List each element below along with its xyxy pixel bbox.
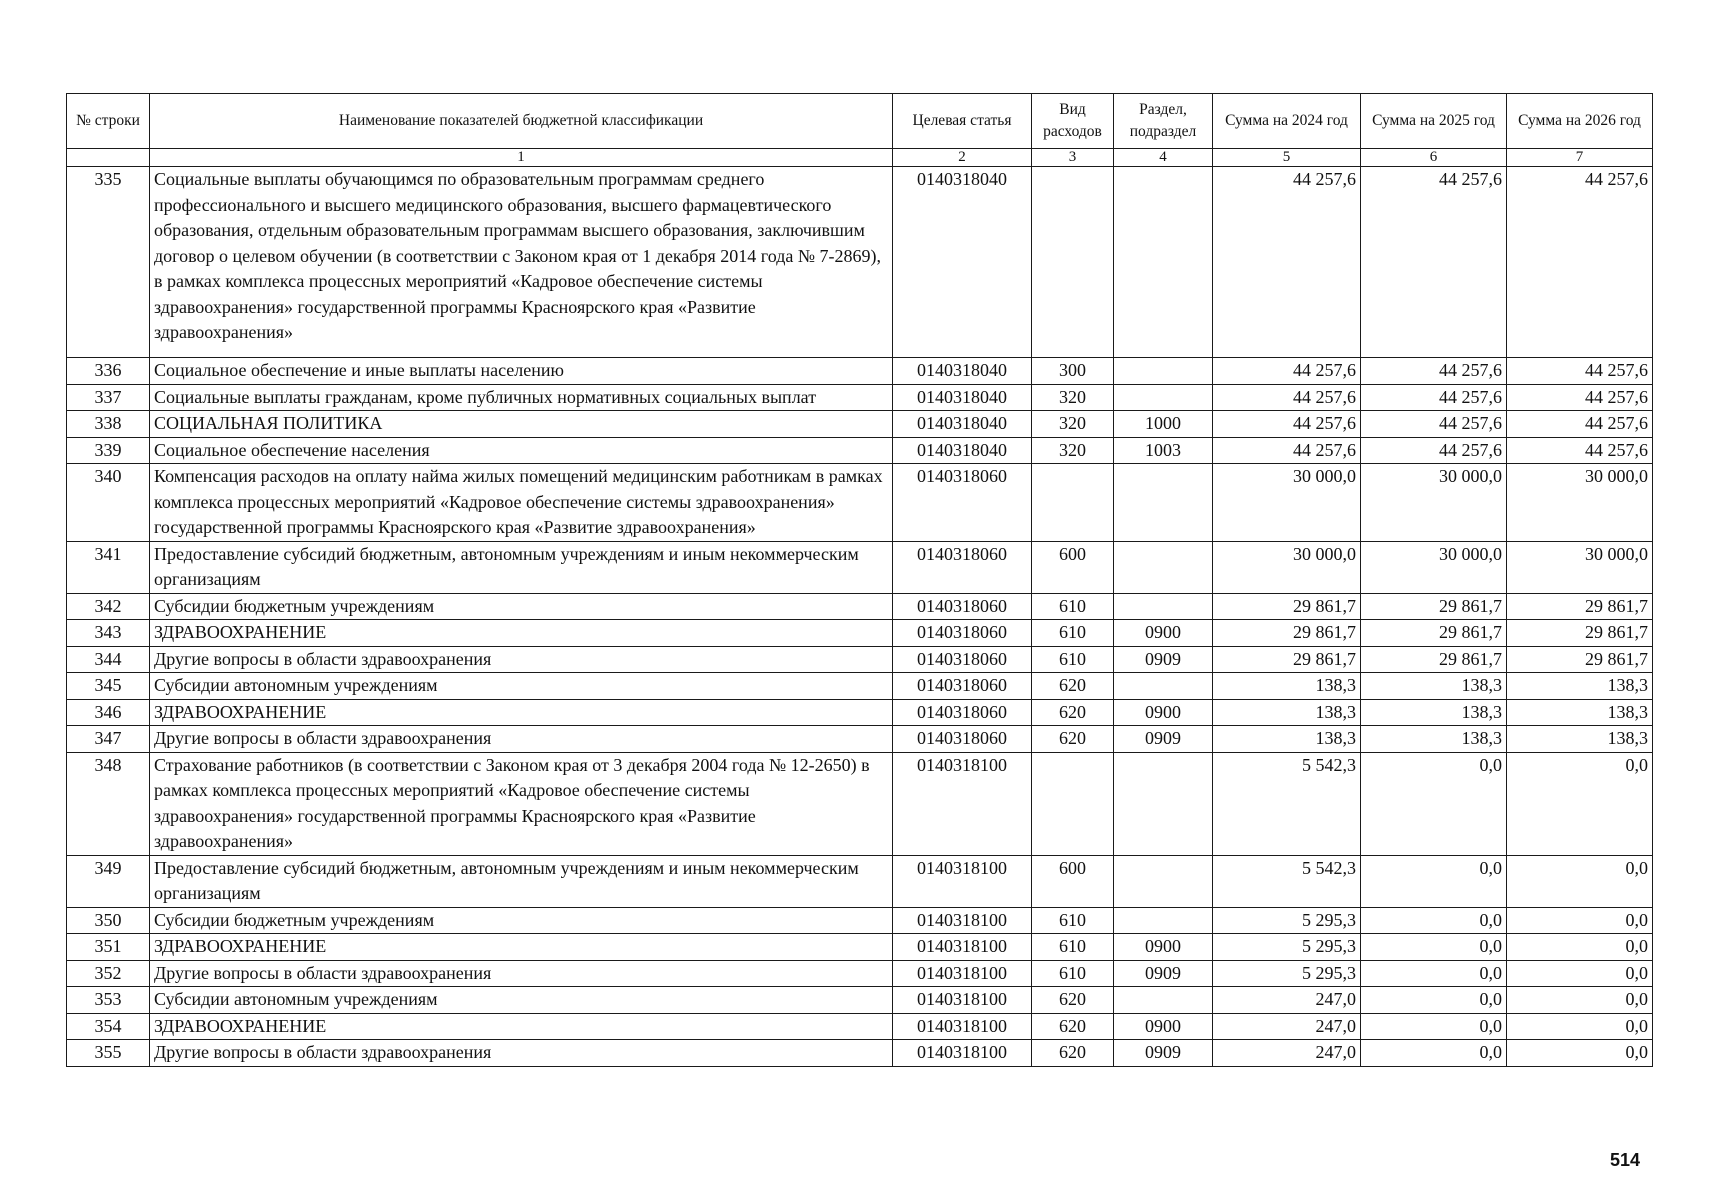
row-sum-2025: 138,3 [1361, 699, 1507, 726]
row-expense-type: 610 [1032, 934, 1114, 961]
colnum: 5 [1213, 149, 1361, 167]
colnum: 4 [1114, 149, 1213, 167]
row-sum-2026: 44 257,6 [1507, 358, 1653, 385]
row-name: ЗДРАВООХРАНЕНИЕ [150, 699, 893, 726]
row-sum-2024: 29 861,7 [1213, 593, 1361, 620]
row-number: 348 [67, 752, 150, 855]
row-target-code: 0140318060 [893, 620, 1032, 647]
row-sum-2025: 0,0 [1361, 752, 1507, 855]
row-name: Социальные выплаты гражданам, кроме публичных нормативных социальных выплат [150, 384, 893, 411]
row-expense-type [1032, 167, 1114, 358]
table-body [67, 167, 1653, 1067]
row-number: 338 [67, 411, 150, 438]
row-sum-2025: 30 000,0 [1361, 541, 1507, 593]
row-expense-type: 620 [1032, 699, 1114, 726]
table-row [67, 167, 1653, 358]
row-target-code: 0140318100 [893, 1040, 1032, 1067]
row-sum-2026: 0,0 [1507, 960, 1653, 987]
row-sum-2025: 29 861,7 [1361, 593, 1507, 620]
row-sum-2025: 0,0 [1361, 1040, 1507, 1067]
row-expense-type: 620 [1032, 726, 1114, 753]
row-section: 0900 [1114, 934, 1213, 961]
row-sum-2026: 0,0 [1507, 907, 1653, 934]
table-row [67, 699, 1653, 726]
row-section [1114, 464, 1213, 542]
row-name: Страхование работников (в соответствии с Законом края от 3 декабря 2004 года № 12-2650) в рамках комплекса процессных мероприятий «Кадровое обеспечение системы здравоохранения» государственной программы Красноярского края «Развитие здравоохранения» [150, 752, 893, 855]
row-sum-2024: 5 295,3 [1213, 960, 1361, 987]
colnum: 6 [1361, 149, 1507, 167]
header-sum-2025: Сумма на 2025 год [1361, 94, 1507, 149]
header-section: Раздел, подраздел [1114, 94, 1213, 149]
row-target-code: 0140318060 [893, 699, 1032, 726]
row-sum-2026: 44 257,6 [1507, 411, 1653, 438]
row-sum-2026: 29 861,7 [1507, 593, 1653, 620]
row-target-code: 0140318100 [893, 855, 1032, 907]
table-row [67, 673, 1653, 700]
table-row [67, 907, 1653, 934]
row-sum-2024: 30 000,0 [1213, 464, 1361, 542]
row-sum-2024: 5 295,3 [1213, 934, 1361, 961]
row-section: 0909 [1114, 646, 1213, 673]
table-row [67, 752, 1653, 855]
row-name: ЗДРАВООХРАНЕНИЕ [150, 1013, 893, 1040]
row-target-code: 0140318060 [893, 593, 1032, 620]
table-header-row [67, 94, 1653, 149]
row-section: 0900 [1114, 620, 1213, 647]
budget-table [66, 93, 1653, 1067]
table-row [67, 855, 1653, 907]
row-number: 342 [67, 593, 150, 620]
table-row [67, 358, 1653, 385]
row-sum-2025: 138,3 [1361, 726, 1507, 753]
colnum-blank [67, 149, 150, 167]
row-target-code: 0140318060 [893, 646, 1032, 673]
row-section: 0909 [1114, 726, 1213, 753]
row-expense-type: 320 [1032, 411, 1114, 438]
row-sum-2025: 44 257,6 [1361, 384, 1507, 411]
row-target-code: 0140318100 [893, 907, 1032, 934]
row-number: 339 [67, 437, 150, 464]
row-sum-2025: 44 257,6 [1361, 167, 1507, 358]
row-expense-type: 620 [1032, 1040, 1114, 1067]
row-number: 353 [67, 987, 150, 1014]
row-sum-2024: 44 257,6 [1213, 358, 1361, 385]
row-target-code: 0140318040 [893, 358, 1032, 385]
row-target-code: 0140318060 [893, 726, 1032, 753]
row-sum-2026: 30 000,0 [1507, 541, 1653, 593]
row-name: Субсидии автономным учреждениям [150, 673, 893, 700]
row-name: Субсидии автономным учреждениям [150, 987, 893, 1014]
row-number: 352 [67, 960, 150, 987]
row-sum-2026: 138,3 [1507, 699, 1653, 726]
row-target-code: 0140318100 [893, 987, 1032, 1014]
row-name: Другие вопросы в области здравоохранения [150, 1040, 893, 1067]
header-expense-type: Вид расходов [1032, 94, 1114, 149]
page-number: 514 [1609, 1150, 1640, 1170]
row-name: Другие вопросы в области здравоохранения [150, 960, 893, 987]
row-name: ЗДРАВООХРАНЕНИЕ [150, 620, 893, 647]
row-number: 354 [67, 1013, 150, 1040]
row-name: СОЦИАЛЬНАЯ ПОЛИТИКА [150, 411, 893, 438]
row-target-code: 0140318060 [893, 541, 1032, 593]
row-name: ЗДРАВООХРАНЕНИЕ [150, 934, 893, 961]
table-row [67, 726, 1653, 753]
row-sum-2024: 44 257,6 [1213, 384, 1361, 411]
row-sum-2024: 138,3 [1213, 673, 1361, 700]
row-expense-type: 610 [1032, 907, 1114, 934]
colnum: 3 [1032, 149, 1114, 167]
row-sum-2026: 0,0 [1507, 855, 1653, 907]
row-section [1114, 358, 1213, 385]
row-section [1114, 673, 1213, 700]
row-name: Другие вопросы в области здравоохранения [150, 726, 893, 753]
row-sum-2025: 0,0 [1361, 1013, 1507, 1040]
row-sum-2024: 138,3 [1213, 726, 1361, 753]
row-expense-type: 620 [1032, 987, 1114, 1014]
header-name: Наименование показателей бюджетной классификации [150, 94, 893, 149]
row-sum-2025: 44 257,6 [1361, 358, 1507, 385]
row-section: 0900 [1114, 699, 1213, 726]
row-target-code: 0140318100 [893, 960, 1032, 987]
row-section [1114, 541, 1213, 593]
row-name: Другие вопросы в области здравоохранения [150, 646, 893, 673]
row-target-code: 0140318040 [893, 411, 1032, 438]
row-number: 346 [67, 699, 150, 726]
row-sum-2025: 29 861,7 [1361, 620, 1507, 647]
table-row [67, 464, 1653, 542]
header-sum-2024: Сумма на 2024 год [1213, 94, 1361, 149]
row-name: Субсидии бюджетным учреждениям [150, 907, 893, 934]
row-section [1114, 167, 1213, 358]
row-sum-2025: 30 000,0 [1361, 464, 1507, 542]
row-target-code: 0140318100 [893, 1013, 1032, 1040]
row-section: 1000 [1114, 411, 1213, 438]
header-target: Целевая статья [893, 94, 1032, 149]
table-row [67, 593, 1653, 620]
row-sum-2026: 30 000,0 [1507, 464, 1653, 542]
row-name: Социальные выплаты обучающимся по образовательным программам среднего профессионального и высшего медицинского образования, высшего фармацевтического образования, отдельным образовательным программам высшего образования, заключившим договор о целевом обучении (в соответствии с Законом края от 1 декабря 2014 года № 7-2869), в рамках комплекса процессных мероприятий «Кадровое обеспечение системы здравоохранения» государственной программы Красноярского края «Развитие здравоохранения» [150, 167, 893, 358]
row-target-code: 0140318100 [893, 934, 1032, 961]
table-row [67, 1013, 1653, 1040]
row-sum-2024: 138,3 [1213, 699, 1361, 726]
row-section [1114, 855, 1213, 907]
row-expense-type: 300 [1032, 358, 1114, 385]
row-expense-type: 620 [1032, 1013, 1114, 1040]
row-sum-2025: 0,0 [1361, 855, 1507, 907]
row-number: 347 [67, 726, 150, 753]
table-row [67, 411, 1653, 438]
table-row [67, 934, 1653, 961]
row-number: 351 [67, 934, 150, 961]
row-target-code: 0140318100 [893, 752, 1032, 855]
row-sum-2026: 0,0 [1507, 987, 1653, 1014]
row-sum-2024: 44 257,6 [1213, 167, 1361, 358]
row-sum-2026: 0,0 [1507, 1040, 1653, 1067]
row-section [1114, 987, 1213, 1014]
row-expense-type [1032, 464, 1114, 542]
row-sum-2024: 247,0 [1213, 1013, 1361, 1040]
row-number: 343 [67, 620, 150, 647]
row-number: 337 [67, 384, 150, 411]
row-section [1114, 907, 1213, 934]
row-target-code: 0140318060 [893, 673, 1032, 700]
row-expense-type: 610 [1032, 960, 1114, 987]
row-sum-2024: 247,0 [1213, 987, 1361, 1014]
row-section [1114, 752, 1213, 855]
row-target-code: 0140318040 [893, 437, 1032, 464]
row-sum-2025: 0,0 [1361, 960, 1507, 987]
row-target-code: 0140318060 [893, 464, 1032, 542]
colnum: 2 [893, 149, 1032, 167]
row-expense-type: 320 [1032, 384, 1114, 411]
header-sum-2026: Сумма на 2026 год [1507, 94, 1653, 149]
row-number: 355 [67, 1040, 150, 1067]
row-section [1114, 593, 1213, 620]
row-section [1114, 384, 1213, 411]
row-expense-type: 600 [1032, 855, 1114, 907]
colnum: 7 [1507, 149, 1653, 167]
row-section: 0900 [1114, 1013, 1213, 1040]
row-sum-2024: 5 542,3 [1213, 855, 1361, 907]
row-expense-type: 610 [1032, 620, 1114, 647]
row-sum-2026: 44 257,6 [1507, 437, 1653, 464]
row-sum-2026: 0,0 [1507, 752, 1653, 855]
row-number: 350 [67, 907, 150, 934]
row-number: 340 [67, 464, 150, 542]
table-row [67, 384, 1653, 411]
table-row [67, 541, 1653, 593]
row-sum-2026: 44 257,6 [1507, 384, 1653, 411]
table-row [67, 646, 1653, 673]
row-sum-2026: 0,0 [1507, 934, 1653, 961]
table-row [67, 960, 1653, 987]
table-row [67, 1040, 1653, 1067]
row-sum-2025: 138,3 [1361, 673, 1507, 700]
row-name: Субсидии бюджетным учреждениям [150, 593, 893, 620]
row-target-code: 0140318040 [893, 167, 1032, 358]
row-section: 1003 [1114, 437, 1213, 464]
row-sum-2026: 138,3 [1507, 726, 1653, 753]
colnum: 1 [150, 149, 893, 167]
row-name: Компенсация расходов на оплату найма жилых помещений медицинским работникам в рамках комплекса процессных мероприятий «Кадровое обеспечение системы здравоохранения» государственной программы Красноярского края «Развитие здравоохранения» [150, 464, 893, 542]
row-name: Предоставление субсидий бюджетным, автономным учреждениям и иным некоммерческим организациям [150, 541, 893, 593]
row-number: 344 [67, 646, 150, 673]
row-sum-2026: 29 861,7 [1507, 646, 1653, 673]
row-expense-type: 320 [1032, 437, 1114, 464]
row-expense-type: 600 [1032, 541, 1114, 593]
row-sum-2025: 29 861,7 [1361, 646, 1507, 673]
row-number: 341 [67, 541, 150, 593]
row-number: 349 [67, 855, 150, 907]
table-row [67, 620, 1653, 647]
row-target-code: 0140318040 [893, 384, 1032, 411]
row-sum-2024: 44 257,6 [1213, 437, 1361, 464]
row-sum-2024: 29 861,7 [1213, 646, 1361, 673]
row-name: Социальное обеспечение и иные выплаты населению [150, 358, 893, 385]
row-expense-type: 610 [1032, 593, 1114, 620]
row-sum-2026: 138,3 [1507, 673, 1653, 700]
row-expense-type [1032, 752, 1114, 855]
row-sum-2024: 5 295,3 [1213, 907, 1361, 934]
row-sum-2024: 44 257,6 [1213, 411, 1361, 438]
table-row [67, 987, 1653, 1014]
row-expense-type: 610 [1032, 646, 1114, 673]
row-section: 0909 [1114, 1040, 1213, 1067]
row-expense-type: 620 [1032, 673, 1114, 700]
row-section: 0909 [1114, 960, 1213, 987]
row-sum-2026: 44 257,6 [1507, 167, 1653, 358]
row-number: 335 [67, 167, 150, 358]
row-sum-2025: 44 257,6 [1361, 437, 1507, 464]
row-name: Социальное обеспечение населения [150, 437, 893, 464]
row-sum-2024: 5 542,3 [1213, 752, 1361, 855]
table-row [67, 437, 1653, 464]
row-sum-2024: 30 000,0 [1213, 541, 1361, 593]
row-sum-2025: 0,0 [1361, 934, 1507, 961]
row-number: 336 [67, 358, 150, 385]
row-sum-2025: 0,0 [1361, 987, 1507, 1014]
row-name: Предоставление субсидий бюджетным, автономным учреждениям и иным некоммерческим организациям [150, 855, 893, 907]
row-sum-2024: 29 861,7 [1213, 620, 1361, 647]
row-sum-2025: 0,0 [1361, 907, 1507, 934]
row-sum-2025: 44 257,6 [1361, 411, 1507, 438]
header-row-no: № строки [67, 94, 150, 149]
row-sum-2024: 247,0 [1213, 1040, 1361, 1067]
row-number: 345 [67, 673, 150, 700]
column-number-row [67, 149, 1653, 167]
row-sum-2026: 0,0 [1507, 1013, 1653, 1040]
row-sum-2026: 29 861,7 [1507, 620, 1653, 647]
